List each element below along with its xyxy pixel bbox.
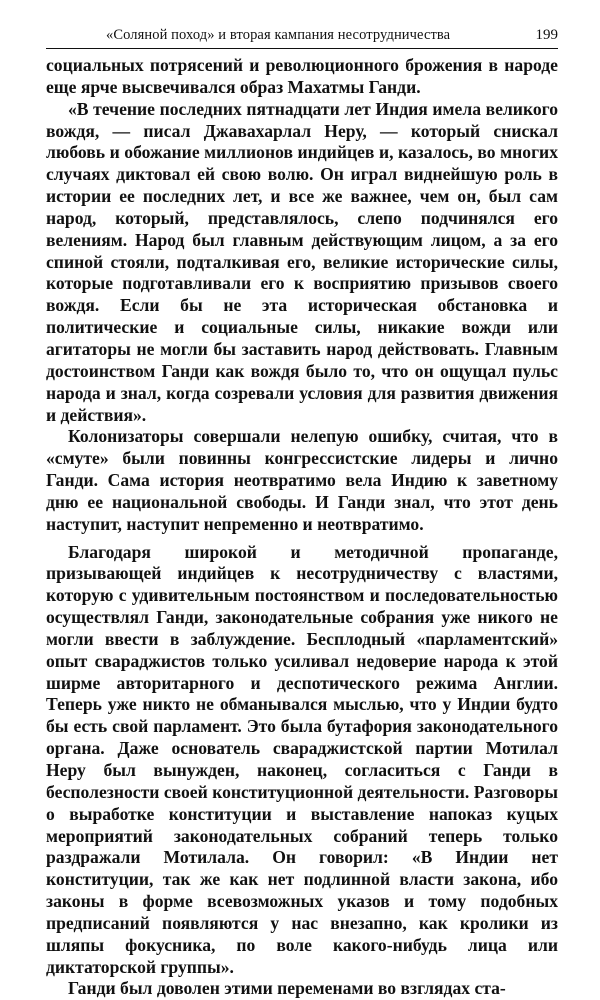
page-number: 199 [535, 27, 558, 43]
book-page [46, 26, 558, 1000]
paragraph-continuation: социальных потрясений и революционного брожения в народе еще ярче высвечивался образ Махатмы Ганди. [46, 55, 558, 97]
paragraph-nehru-quote: «В течение последних пятнадцати лет Индия имела великого вождя, — писал Джавахарлал Неру, — который снискал любовь и обожание миллионов индийцев и, казалось, во многих случаях диктовал ей свою волю. Он играл виднейшую роль в истории ее последних лет, и все же важнее, чем он, был сам народ, который, представлялось, слепо подчинялся его велениям. Народ был главным действующим лицом, а за его спиной стояли, подталкивая его, великие исторические силы, которые подготавливали его к восприятию призывов своего вождя. Если бы не эта историческая обстановка и политические и социальные силы, никакие вожди или агитаторы не могли бы заставить народ действовать. Главным достоинством Ганди как вождя было то, что он ощущал пульс народа и знал, когда созревали условия для развития движения и действия». [46, 98, 558, 425]
body-text [46, 55, 558, 1000]
paragraph-gandhi-pleased: Ганди был доволен этими переменами во взглядах ста- [68, 978, 506, 999]
paragraph-propaganda: Благодаря широкой и методичной пропаганде, призывающей индийцев к несотрудничеству с властями, которую с удивительным постоянством и последовательностью осуществлял Ганди, законодательные собрания уже никого не могли ввести в заблуждение. Бесплодный «парламентский» опыт свараджистов только усиливал недоверие народа к этой ширме авторитарного и деспотического режима Англии. Теперь уже никто не обманывался мыслью, что у Индии будто бы есть свой парламент. Это была бутафория законодательного органа. Даже основатель свараджистской партии Мотилал Неру был вынужден, наконец, согласиться с Ганди в бесполезности своей конституционной деятельности. Разговоры о выработке конституции и выставление напоказ куцых мероприятий законодательных собраний теперь только раздражали Мотилала. Он говорил: «В Индии нет конституции, так же как нет подлинной власти закона, ибо законы в форме всевозможных указов и тому подобных предписаний появляются у нас внезапно, как кролики из шляпы фокусника, по воле какого-нибудь лица или диктаторской группы». [46, 541, 558, 977]
page-header [46, 26, 558, 49]
paragraph-colonizers: Колонизаторы совершали нелепую ошибку, считая, что в «смуте» были повинны конгрессистские лидеры и лично Ганди. Сама история неотвратимо вела Индию к заветному дню ее национальной свободы. И Ганди знал, что этот день наступит, наступит непременно и неотвратимо. [46, 426, 558, 534]
running-title: «Соляной поход» и вторая кампания несотрудничества [106, 27, 451, 43]
